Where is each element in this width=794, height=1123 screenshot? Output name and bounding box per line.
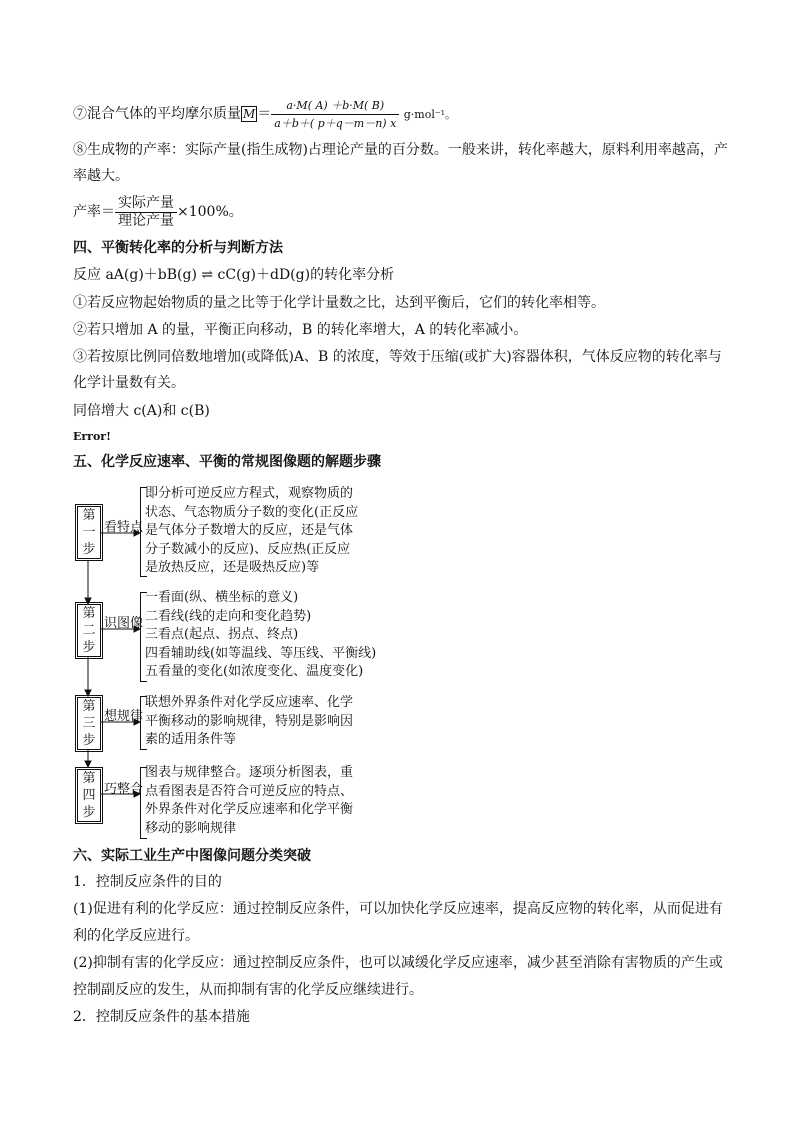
section5-heading: 五、化学反应速率、平衡的常规图像题的解题步骤 [73,454,381,470]
section6-heading: 六、实际工业生产中图像问题分类突破 [73,848,311,864]
step-3-char-2: 三 [82,716,96,731]
step-1-char-1: 第 [82,508,96,523]
step-2-line: 一看面(纵、横坐标的意义) [145,590,299,605]
step-4-char-1: 第 [82,771,96,786]
step-2-char-1: 第 [82,606,96,621]
error-text: Error! [73,430,111,443]
step-1-char-2: 一 [82,525,96,540]
step-4-line: 点看图表是否符合可逆反应的特点、 [145,783,354,799]
step-4-line: 图表与规律整合。逐项分析图表，重 [145,765,354,780]
step-1-line: 是放热反应，还是吸热反应)等 [145,560,320,575]
step-4-char-2: 四 [82,788,96,803]
section4-heading: 四、平衡转化率的分析与判断方法 [73,240,283,256]
item8-line1: ⑧生成物的产率：实际产量(指生成物)占理论产量的百分数。一般来讲，转化率越大，原料利用率越高，产 [73,142,728,158]
yield-suffix: ×100%。 [177,204,243,220]
section6-sub2: 2．控制反应条件的基本措施 [73,1009,250,1025]
step-4-line: 外界条件对化学反应速率和化学平衡 [145,802,354,817]
step-2-box [77,604,101,657]
yield-numerator: 实际产量 [115,195,177,213]
step-1-line: 即分析可逆反应方程式，观察物质的 [145,486,354,501]
section6-p2b: 控制副反应的发生，从而抑制有害的化学反应继续进行。 [73,982,423,998]
step-2-line: 五看量的变化(如浓度变化、温度变化) [145,664,364,679]
step-1-line: 是气体分子数增大的反应，还是气体 [145,523,354,538]
section4-p1: ①若反应物起始物质的量之比等于化学计量数之比，达到平衡后，它们的转化率相等。 [73,295,605,311]
section6-p1a: (1)促进有利的化学反应：通过控制反应条件，可以加快化学反应速率，提高反应物的转化率，从而促进有 [73,901,723,917]
section6-p1b: 利的化学反应进行。 [73,928,199,944]
yield-denominator: 理论产量 [118,212,174,229]
step-1-line: 状态、气态物质分子数的变化(正反应 [145,504,359,520]
section4-reaction: 反应 aA(g)＋bB(g) ⇌ cC(g)＋dD(g)的转化率分析 [73,267,395,283]
item8-line2: 率越大。 [73,168,129,184]
step-1-char-3: 步 [82,542,96,557]
step-3-label: 想规律 [104,709,144,724]
step-4-char-3: 步 [82,805,96,820]
section4-p3b: 化学计量数有关。 [73,375,185,391]
step-4-line: 移动的影响规律 [145,820,237,836]
step-3-char-1: 第 [82,699,96,714]
step-3-text [145,694,353,750]
step-2-line: 四看辅助线(如等温线、等压线、平衡线) [145,645,377,661]
section4-p2: ②若只增加 A 的量，平衡正向移动，B 的转化率增大，A 的转化率减小。 [73,322,528,338]
step-1-box [77,506,101,559]
step-2-label: 识图像 [104,616,144,631]
step-2-char-2: 二 [82,623,96,638]
step-4-label: 巧整合 [104,782,144,797]
step-3-line: 平衡移动的影响规律，特别是影响因 [145,713,354,729]
step-2-line: 二看线(线的走向和变化趋势) [145,608,312,624]
step-1-line: 分子数减小的反应)、反应热(正反应 [145,541,351,557]
item7-denominator: a＋b＋( p＋q－m－n) x [274,116,397,130]
step-4-box [77,769,101,822]
mean-molar-mass-symbol: $\overline{M}$ [243,107,256,121]
step-3-char-3: 步 [82,733,96,748]
step-1-text [145,485,358,578]
item7-numerator: a·M( A) ＋b·M( B) [271,97,399,115]
item7-unit: g·mol⁻¹。 [403,108,457,121]
step-3-line: 素的适用条件等 [145,732,237,747]
step-3-box [77,697,101,750]
step-2-line: 三看点(起点、拐点、终点) [145,627,299,642]
step-2-char-3: 步 [82,640,96,655]
step-3-line: 联想外界条件对化学反应速率、化学 [145,695,354,710]
section4-p3a: ③若按原比例同倍数地增加(或降低)A、B 的浓度，等效于压缩(或扩大)容器体积，气体反应物的转化率与 [73,349,722,365]
item7-eq: ＝ [257,106,272,122]
yield-label: 产率＝ [73,204,115,220]
item7-prefix: ⑦混合气体的平均摩尔质量 [73,106,241,122]
step-4-text [145,764,353,838]
step-1-label: 看特点 [104,520,144,535]
step-2-text [145,589,376,682]
section6-sub1: 1．控制反应条件的目的 [73,874,222,890]
section4-p4: 同倍增大 c(A)和 c(B) [73,403,210,419]
section6-p2a: (2)抑制有害的化学反应：通过控制反应条件，也可以减缓化学反应速率，减少甚至消除有害物质的产生或 [73,955,723,971]
